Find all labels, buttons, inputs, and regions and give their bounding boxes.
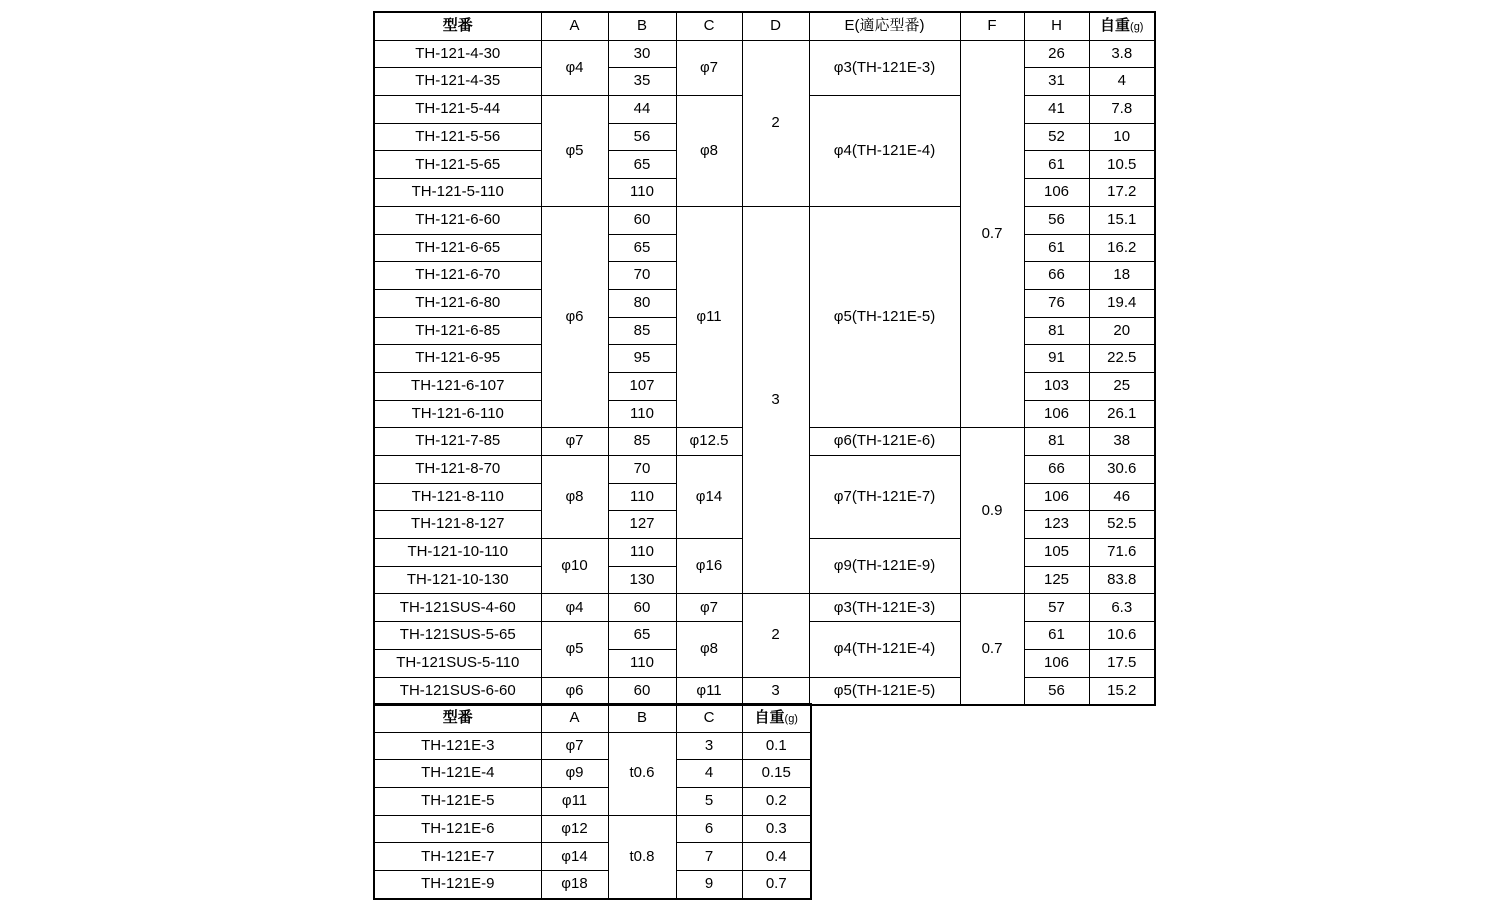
cell-C: φ11 (676, 206, 742, 428)
end-cap-spec-table (373, 703, 812, 900)
cell-weight: 0.7 (742, 871, 811, 899)
header-H (1024, 12, 1089, 40)
cell-weight: 17.5 (1089, 649, 1155, 677)
header-label: D (770, 17, 781, 35)
cell-C: 5 (676, 788, 742, 816)
cell-H: 106 (1024, 483, 1089, 511)
table-row (374, 760, 811, 788)
cell-model: TH-121-8-70 (374, 456, 541, 484)
cell-B: 107 (608, 372, 676, 400)
cell-F: 0.7 (960, 40, 1024, 428)
cell-model: TH-121-6-60 (374, 206, 541, 234)
cell-H: 66 (1024, 262, 1089, 290)
cell-H: 41 (1024, 96, 1089, 124)
header-label: C (703, 17, 715, 35)
cell-B: t0.6 (608, 732, 676, 815)
header-label: F (987, 17, 997, 35)
cell-weight: 17.2 (1089, 179, 1155, 207)
cell-weight: 7.8 (1089, 96, 1155, 124)
cell-H: 125 (1024, 566, 1089, 594)
cell-B: 127 (608, 511, 676, 539)
cell-weight: 0.15 (742, 760, 811, 788)
cell-B: 85 (608, 317, 676, 345)
cell-H: 61 (1024, 151, 1089, 179)
header-row (374, 12, 1155, 40)
cell-model: TH-121-5-56 (374, 123, 541, 151)
cell-weight: 4 (1089, 68, 1155, 96)
header-label: B (636, 17, 647, 35)
cell-C: φ16 (676, 539, 742, 594)
table-row (374, 206, 1155, 234)
header-label: C (703, 709, 715, 727)
cell-H: 91 (1024, 345, 1089, 373)
cell-E: φ3(TH-121E-3) (809, 594, 960, 622)
cell-C: 7 (676, 843, 742, 871)
cell-B: 60 (608, 206, 676, 234)
cell-model: TH-121E-9 (374, 871, 541, 899)
cell-weight: 26.1 (1089, 400, 1155, 428)
cell-E: φ5(TH-121E-5) (809, 677, 960, 705)
cell-model: TH-121-6-70 (374, 262, 541, 290)
cell-model: TH-121-10-110 (374, 539, 541, 567)
cell-B: 65 (608, 234, 676, 262)
header-label: A (569, 17, 580, 35)
cell-B: 95 (608, 345, 676, 373)
cell-B: 65 (608, 151, 676, 179)
cell-A: φ7 (541, 732, 608, 760)
cell-B: 130 (608, 566, 676, 594)
cell-weight: 30.6 (1089, 456, 1155, 484)
cell-weight: 38 (1089, 428, 1155, 456)
cell-A: φ14 (541, 843, 608, 871)
header-label: E(適応型番) (844, 17, 925, 35)
header-model (374, 704, 541, 732)
cell-model: TH-121SUS-6-60 (374, 677, 541, 705)
cell-E: φ5(TH-121E-5) (809, 206, 960, 428)
header-unit: (g) (1130, 21, 1144, 34)
cell-A: φ12 (541, 815, 608, 843)
header-label: B (636, 709, 647, 727)
cell-E: φ4(TH-121E-4) (809, 96, 960, 207)
cell-D: 2 (742, 594, 809, 677)
header-label: H (1051, 17, 1062, 35)
cell-H: 106 (1024, 179, 1089, 207)
cell-A: φ8 (541, 456, 608, 539)
header-label: 型番 (442, 17, 473, 35)
header-E (809, 12, 960, 40)
end-cap-spec-table-container (373, 703, 812, 900)
cell-model: TH-121-5-65 (374, 151, 541, 179)
table-row (374, 732, 811, 760)
cell-H: 61 (1024, 622, 1089, 650)
cell-D: 3 (742, 206, 809, 594)
cell-model: TH-121E-5 (374, 788, 541, 816)
cell-model: TH-121SUS-4-60 (374, 594, 541, 622)
cell-E: φ4(TH-121E-4) (809, 622, 960, 677)
header-label: 型番 (442, 709, 473, 727)
cell-E: φ3(TH-121E-3) (809, 40, 960, 95)
cell-weight: 19.4 (1089, 289, 1155, 317)
cell-weight: 6.3 (1089, 594, 1155, 622)
cell-H: 81 (1024, 428, 1089, 456)
cell-model: TH-121E-6 (374, 815, 541, 843)
cell-model: TH-121SUS-5-65 (374, 622, 541, 650)
cell-C: φ14 (676, 456, 742, 539)
cell-H: 106 (1024, 649, 1089, 677)
cell-weight: 0.3 (742, 815, 811, 843)
cell-C: φ7 (676, 594, 742, 622)
cell-weight: 16.2 (1089, 234, 1155, 262)
header-A (541, 704, 608, 732)
cell-C: φ7 (676, 40, 742, 95)
header-C (676, 12, 742, 40)
header-F (960, 12, 1024, 40)
cell-H: 103 (1024, 372, 1089, 400)
cell-weight: 10 (1089, 123, 1155, 151)
header-D (742, 12, 809, 40)
main-spec-table (373, 11, 1156, 706)
cell-C: 6 (676, 815, 742, 843)
cell-weight: 15.1 (1089, 206, 1155, 234)
cell-model: TH-121-6-80 (374, 289, 541, 317)
table-row (374, 788, 811, 816)
cell-A: φ6 (541, 206, 608, 428)
cell-C: φ12.5 (676, 428, 742, 456)
header-row (374, 704, 811, 732)
cell-weight: 46 (1089, 483, 1155, 511)
header-C (676, 704, 742, 732)
cell-H: 61 (1024, 234, 1089, 262)
table-row (374, 815, 811, 843)
cell-A: φ9 (541, 760, 608, 788)
cell-B: 110 (608, 483, 676, 511)
table-row (374, 594, 1155, 622)
cell-weight: 18 (1089, 262, 1155, 290)
cell-weight: 71.6 (1089, 539, 1155, 567)
cell-A: φ7 (541, 428, 608, 456)
cell-H: 123 (1024, 511, 1089, 539)
cell-A: φ5 (541, 622, 608, 677)
cell-C: 9 (676, 871, 742, 899)
cell-model: TH-121-6-85 (374, 317, 541, 345)
cell-E: φ7(TH-121E-7) (809, 456, 960, 539)
cell-B: 44 (608, 96, 676, 124)
cell-A: φ10 (541, 539, 608, 594)
cell-weight: 0.1 (742, 732, 811, 760)
cell-B: 60 (608, 594, 676, 622)
cell-weight: 0.4 (742, 843, 811, 871)
cell-B: 110 (608, 649, 676, 677)
cell-B: 60 (608, 677, 676, 705)
cell-B: 110 (608, 179, 676, 207)
cell-D: 2 (742, 40, 809, 206)
cell-model: TH-121-7-85 (374, 428, 541, 456)
cell-model: TH-121-6-95 (374, 345, 541, 373)
cell-weight: 20 (1089, 317, 1155, 345)
header-unit: (g) (784, 713, 798, 726)
cell-weight: 10.6 (1089, 622, 1155, 650)
cell-B: 65 (608, 622, 676, 650)
table-row (374, 677, 1155, 705)
cell-F: 0.7 (960, 594, 1024, 705)
header-weight (1089, 12, 1155, 40)
cell-D: 3 (742, 677, 809, 705)
header-model (374, 12, 541, 40)
cell-H: 31 (1024, 68, 1089, 96)
cell-H: 56 (1024, 206, 1089, 234)
cell-model: TH-121-6-107 (374, 372, 541, 400)
cell-B: 70 (608, 456, 676, 484)
cell-A: φ4 (541, 594, 608, 622)
table-row (374, 871, 811, 899)
cell-H: 57 (1024, 594, 1089, 622)
cell-H: 56 (1024, 677, 1089, 705)
main-spec-table-container (373, 11, 1156, 706)
cell-model: TH-121-8-127 (374, 511, 541, 539)
cell-weight: 3.8 (1089, 40, 1155, 68)
cell-A: φ5 (541, 96, 608, 207)
header-label: 自重 (754, 709, 785, 727)
header-weight (742, 704, 811, 732)
cell-model: TH-121-5-110 (374, 179, 541, 207)
cell-H: 105 (1024, 539, 1089, 567)
cell-weight: 0.2 (742, 788, 811, 816)
cell-H: 81 (1024, 317, 1089, 345)
cell-model: TH-121-4-35 (374, 68, 541, 96)
header-B (608, 704, 676, 732)
cell-E: φ6(TH-121E-6) (809, 428, 960, 456)
cell-B: 110 (608, 400, 676, 428)
cell-E: φ9(TH-121E-9) (809, 539, 960, 594)
cell-A: φ4 (541, 40, 608, 95)
cell-model: TH-121-10-130 (374, 566, 541, 594)
cell-model: TH-121-5-44 (374, 96, 541, 124)
cell-F: 0.9 (960, 428, 1024, 594)
header-B (608, 12, 676, 40)
header-label: A (569, 709, 580, 727)
cell-B: 56 (608, 123, 676, 151)
cell-weight: 52.5 (1089, 511, 1155, 539)
cell-H: 52 (1024, 123, 1089, 151)
cell-B: 80 (608, 289, 676, 317)
cell-B: 70 (608, 262, 676, 290)
cell-weight: 25 (1089, 372, 1155, 400)
cell-A: φ18 (541, 871, 608, 899)
cell-B: t0.8 (608, 815, 676, 899)
cell-weight: 10.5 (1089, 151, 1155, 179)
cell-model: TH-121SUS-5-110 (374, 649, 541, 677)
cell-B: 110 (608, 539, 676, 567)
cell-C: φ8 (676, 622, 742, 677)
cell-model: TH-121-6-65 (374, 234, 541, 262)
cell-model: TH-121E-4 (374, 760, 541, 788)
cell-H: 106 (1024, 400, 1089, 428)
cell-model: TH-121-6-110 (374, 400, 541, 428)
cell-model: TH-121E-7 (374, 843, 541, 871)
cell-H: 26 (1024, 40, 1089, 68)
cell-weight: 83.8 (1089, 566, 1155, 594)
cell-weight: 15.2 (1089, 677, 1155, 705)
cell-C: 4 (676, 760, 742, 788)
cell-model: TH-121-4-30 (374, 40, 541, 68)
cell-C: φ8 (676, 96, 742, 207)
cell-B: 85 (608, 428, 676, 456)
table-row (374, 843, 811, 871)
cell-A: φ6 (541, 677, 608, 705)
cell-H: 66 (1024, 456, 1089, 484)
cell-B: 35 (608, 68, 676, 96)
cell-B: 30 (608, 40, 676, 68)
header-label: 自重 (1100, 17, 1131, 35)
table-row (374, 40, 1155, 68)
header-A (541, 12, 608, 40)
cell-H: 76 (1024, 289, 1089, 317)
cell-weight: 22.5 (1089, 345, 1155, 373)
cell-model: TH-121-8-110 (374, 483, 541, 511)
cell-C: φ11 (676, 677, 742, 705)
cell-A: φ11 (541, 788, 608, 816)
cell-C: 3 (676, 732, 742, 760)
cell-model: TH-121E-3 (374, 732, 541, 760)
